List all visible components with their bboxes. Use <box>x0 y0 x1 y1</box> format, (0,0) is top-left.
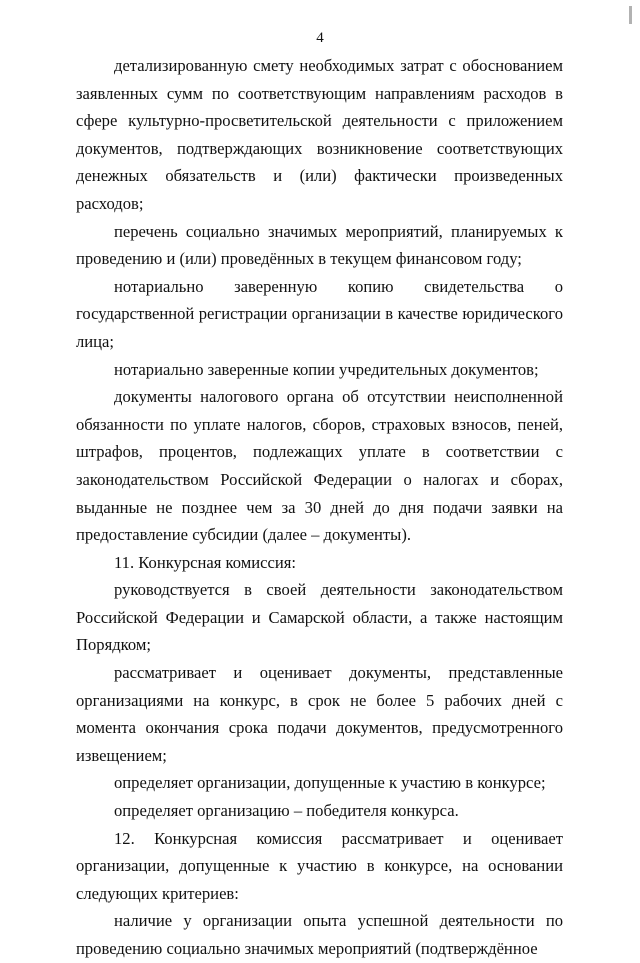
document-body <box>76 52 563 963</box>
paragraph-commission-winner: определяет организацию – победителя конкурса. <box>114 801 459 821</box>
paragraph-experience-criterion: наличие у организации опыта успешной деятельности по проведению социально значимых мероприятий (подтверждённое <box>76 911 563 958</box>
paragraph-registration-copy: нотариально заверенную копию свидетельства о государственной регистрации организации в качестве юридического лица; <box>76 276 563 351</box>
paragraph-founding-documents: нотариально заверенные копии учредительных документов; <box>114 359 539 379</box>
paragraph-tax-documents: документы налогового органа об отсутствии неисполненной обязанности по уплате налогов, сборов, страховых взносов, пеней, штрафов, процентов, подлежащих уплате в соответствии с законодательством Российской Федерации о налогах и сборах, выданные не позднее чем за 30 дней до дня подачи заявки на предоставление субсидии (далее – документы). <box>76 387 563 545</box>
scan-artifact-mark <box>629 6 632 24</box>
paragraph-commission-admits: определяет организации, допущенные к участию в конкурсе; <box>114 773 546 793</box>
paragraph-commission-heading: 11. Конкурсная комиссия: <box>114 552 296 572</box>
paragraph-events-list: перечень социально значимых мероприятий, планируемых к проведению и (или) проведённых в текущем финансовом году; <box>76 221 563 269</box>
paragraph-evaluation-criteria: 12. Конкурсная комиссия рассматривает и оценивает организации, допущенные к участию в конкурсе, на основании следующих критериев: <box>76 828 563 903</box>
paragraph-detailed-estimate: детализированную смету необходимых затрат с обоснованием заявленных сумм по соответствующим направлениям расходов в сфере культурно-просветительской деятельности с приложением документов, подтверждающих возникновение соответствующих денежных обязательств и (или) фактически произведенных расходов; <box>76 56 563 213</box>
page-number: 4 <box>316 30 324 46</box>
paragraph-commission-guided: руководствуется в своей деятельности законодательством Российской Федерации и Самарской области, а также настоящим Порядком; <box>76 580 563 655</box>
paragraph-commission-reviews: рассматривает и оценивает документы, представленные организациями на конкурс, в срок не более 5 рабочих дней с момента окончания срока подачи документов, предусмотренного извещением; <box>76 663 563 765</box>
